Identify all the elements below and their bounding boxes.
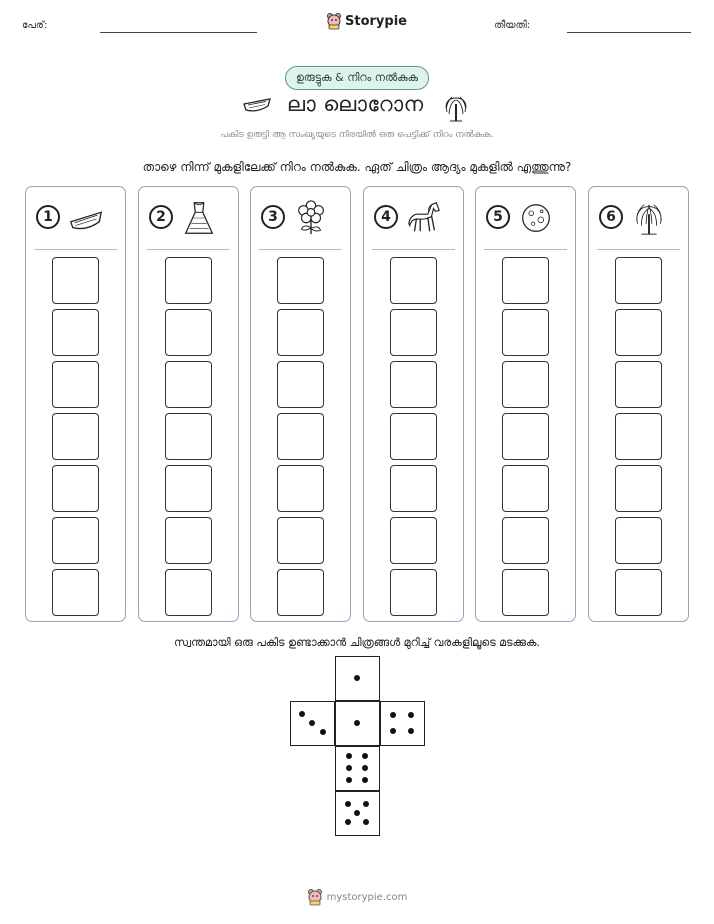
die-pip [346, 753, 352, 759]
boat-icon [66, 199, 106, 237]
die-pip [354, 675, 360, 681]
die-face-6 [335, 746, 380, 791]
color-box[interactable] [52, 413, 99, 460]
color-box[interactable] [52, 569, 99, 616]
willow-tree-icon [442, 92, 470, 122]
column-1 [25, 186, 126, 622]
color-box[interactable] [52, 361, 99, 408]
color-box[interactable] [390, 257, 437, 304]
color-box[interactable] [277, 465, 324, 512]
column-3 [250, 186, 351, 622]
die-face-3 [290, 701, 335, 746]
die-pip [363, 819, 369, 825]
die-pip [354, 810, 360, 816]
column-number: 4 [374, 205, 398, 229]
color-box[interactable] [502, 569, 549, 616]
dress-icon [179, 199, 219, 237]
instruction-text: താഴെ നിന്ന് മുകളിലേക്ക് നിറം നൽകുക. ഏത് ചിത്രം ആദ്യം മുകളിൽ എത്തുന്നു? [142, 160, 572, 174]
die-pip [390, 728, 396, 734]
brand-name: Storypie [345, 13, 407, 29]
color-box[interactable] [277, 569, 324, 616]
color-box[interactable] [165, 517, 212, 564]
color-box[interactable] [390, 517, 437, 564]
color-box[interactable] [502, 465, 549, 512]
color-box[interactable] [615, 465, 662, 512]
color-box[interactable] [165, 309, 212, 356]
color-box[interactable] [165, 465, 212, 512]
column-number: 3 [261, 205, 285, 229]
flower-icon [291, 199, 331, 237]
color-box[interactable] [165, 413, 212, 460]
color-box[interactable] [502, 517, 549, 564]
color-box[interactable] [615, 257, 662, 304]
color-box[interactable] [502, 309, 549, 356]
die-pip [390, 712, 396, 718]
footer [0, 888, 714, 906]
column-divider [34, 249, 117, 250]
subtitle: പകിട ഉരുട്ടി ആ സംഖ്യയുടെ നിരയിൽ ഒരു പെട്ടിക്ക് നിറം നൽകുക. [220, 130, 494, 140]
color-box[interactable] [502, 257, 549, 304]
die-face-5 [335, 791, 380, 836]
column-number: 6 [599, 205, 623, 229]
die-pip [363, 801, 369, 807]
color-box[interactable] [277, 361, 324, 408]
die-pip [408, 712, 414, 718]
die-face-4 [380, 701, 425, 746]
die-pip [346, 777, 352, 783]
column-4 [363, 186, 464, 622]
color-box[interactable] [52, 517, 99, 564]
date-label: തീയതി: [494, 20, 531, 31]
column-2 [138, 186, 239, 622]
horse-icon [404, 199, 444, 237]
column-number: 5 [486, 205, 510, 229]
die-pip [362, 753, 368, 759]
color-box[interactable] [390, 569, 437, 616]
color-box[interactable] [390, 309, 437, 356]
column-6 [588, 186, 689, 622]
column-divider [147, 249, 230, 250]
footer-site: mystorypie.com [326, 891, 408, 903]
date-line [567, 32, 691, 33]
die-pip [299, 711, 305, 717]
color-box[interactable] [502, 413, 549, 460]
name-label: പേര്: [22, 20, 48, 31]
die-instruction: സ്വന്തമായി ഒരു പകിട ഉണ്ടാക്കാൻ ചിത്രങ്ങൾ മുറിച്ച് വരകളിലൂടെ മടക്കുക. [174, 636, 540, 649]
color-box[interactable] [502, 361, 549, 408]
color-box[interactable] [277, 413, 324, 460]
die-pip [362, 765, 368, 771]
die-pip [354, 720, 360, 726]
color-box[interactable] [390, 465, 437, 512]
color-box[interactable] [390, 361, 437, 408]
color-box[interactable] [615, 569, 662, 616]
boat-icon [242, 96, 272, 114]
page-title: ലാ ലൊറോന [287, 92, 424, 116]
column-divider [372, 249, 455, 250]
die-pip [320, 729, 326, 735]
bear-icon [326, 12, 342, 30]
color-box[interactable] [615, 413, 662, 460]
column-divider [484, 249, 567, 250]
moon-icon [516, 199, 556, 237]
color-box[interactable] [277, 309, 324, 356]
die-pip [345, 801, 351, 807]
column-5 [475, 186, 576, 622]
color-box[interactable] [615, 361, 662, 408]
color-box[interactable] [390, 413, 437, 460]
die-pip [309, 720, 315, 726]
die-pip [345, 819, 351, 825]
color-box[interactable] [615, 309, 662, 356]
color-box[interactable] [52, 257, 99, 304]
die-pip [346, 765, 352, 771]
color-box[interactable] [52, 309, 99, 356]
die-pip [362, 777, 368, 783]
die-face-1 [335, 701, 380, 746]
color-box[interactable] [52, 465, 99, 512]
column-divider [597, 249, 680, 250]
activity-tag: ഉരുട്ടുക & നിറം നൽകുക [285, 66, 429, 90]
color-box[interactable] [165, 361, 212, 408]
color-box[interactable] [277, 257, 324, 304]
die-pip [408, 728, 414, 734]
brand-logo [326, 12, 407, 30]
color-box[interactable] [277, 517, 324, 564]
column-number: 1 [36, 205, 60, 229]
color-box[interactable] [165, 257, 212, 304]
column-divider [259, 249, 342, 250]
die-face-1 [335, 656, 380, 701]
willow-tree-icon [629, 199, 669, 237]
color-box[interactable] [165, 569, 212, 616]
bear-icon [307, 888, 323, 906]
column-number: 2 [149, 205, 173, 229]
color-box[interactable] [615, 517, 662, 564]
name-line [100, 32, 257, 33]
